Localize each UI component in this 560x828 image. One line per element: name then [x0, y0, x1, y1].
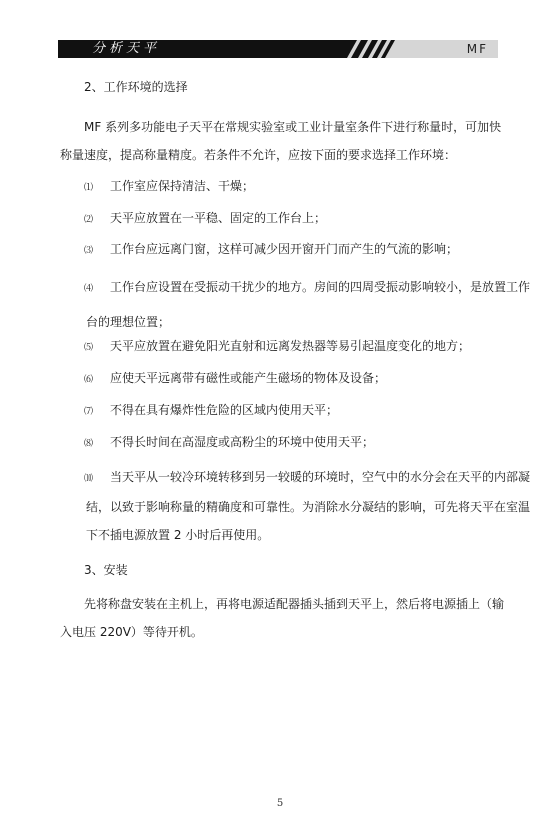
header-bar: [58, 40, 343, 58]
list-item-text: 不得长时间在高湿度或高粉尘的环境中使用天平；: [110, 435, 375, 449]
list-item: [60, 433, 531, 453]
section-2-title: 2、工作环境的选择: [84, 80, 188, 94]
list-item-text: 工作台应设置在受振动干扰少的地方。房间的四周受振动影响较小，是放置工作台的理想位置；: [86, 280, 531, 329]
list-item-number: ⑴: [84, 183, 94, 193]
list-item: [60, 401, 531, 421]
header-title: 分析天平: [92, 41, 161, 56]
list-item-text: 应使天平远离带有磁性或能产生磁场的物体及设备；: [110, 371, 387, 385]
section-3-title: 3、安装: [84, 563, 128, 577]
list-item: [60, 240, 531, 260]
header-model-code: MF: [466, 42, 488, 56]
list-item: [60, 177, 531, 197]
list-item: [60, 337, 531, 357]
list-item-number: ⑶: [84, 246, 94, 256]
list-item-number: ⑽: [84, 474, 94, 484]
list-item-text: 当天平从一较冷环境转移到另一较暖的环境时，空气中的水分会在天平的内部凝结，以致于影响称量的精确度和可靠性。为消除水分凝结的影响，可先将天平在室温下不插电源放置 2 小时后再使用。: [86, 470, 531, 542]
list-item-number: ⑸: [84, 343, 94, 353]
list-item-number: ⑵: [84, 215, 94, 225]
list-item-text: 不得在具有爆炸性危险的区域内使用天平；: [110, 403, 339, 417]
list-item: [60, 463, 531, 549]
list-item-text: 天平应放置在避免阳光直射和远离发热器等易引起温度变化的地方；: [110, 339, 471, 353]
list-item: [60, 271, 531, 339]
page-header: [58, 40, 498, 58]
header-stripes: [343, 40, 403, 58]
header-grey-bar: [403, 40, 498, 58]
intro-paragraph: MF 系列多功能电子天平在常规实验室或工业计量室条件下进行称量时，可加快称量速度，提高称量精度。若条件不允许，应按下面的要求选择工作环境：: [60, 120, 502, 162]
list-item: [60, 209, 531, 229]
list-item-text: 天平应放置在一平稳、固定的工作台上；: [110, 211, 327, 225]
list-item-number: ⑹: [84, 375, 94, 385]
list-item-number: ⑻: [84, 439, 94, 449]
install-paragraph: 先将称盘安装在主机上，再将电源适配器插头插到天平上，然后将电源插上（输入电压 220V）等待开机。: [60, 597, 505, 639]
list-item-number: ⑺: [84, 407, 94, 417]
list-item: [60, 369, 531, 389]
page-number: 5: [276, 798, 284, 809]
list-item-number: ⑷: [84, 284, 94, 294]
list-item-text: 工作台应远离门窗，这样可减少因开窗开门而产生的气流的影响；: [110, 242, 459, 256]
list-item-text: 工作室应保持清洁、干燥；: [110, 179, 255, 193]
